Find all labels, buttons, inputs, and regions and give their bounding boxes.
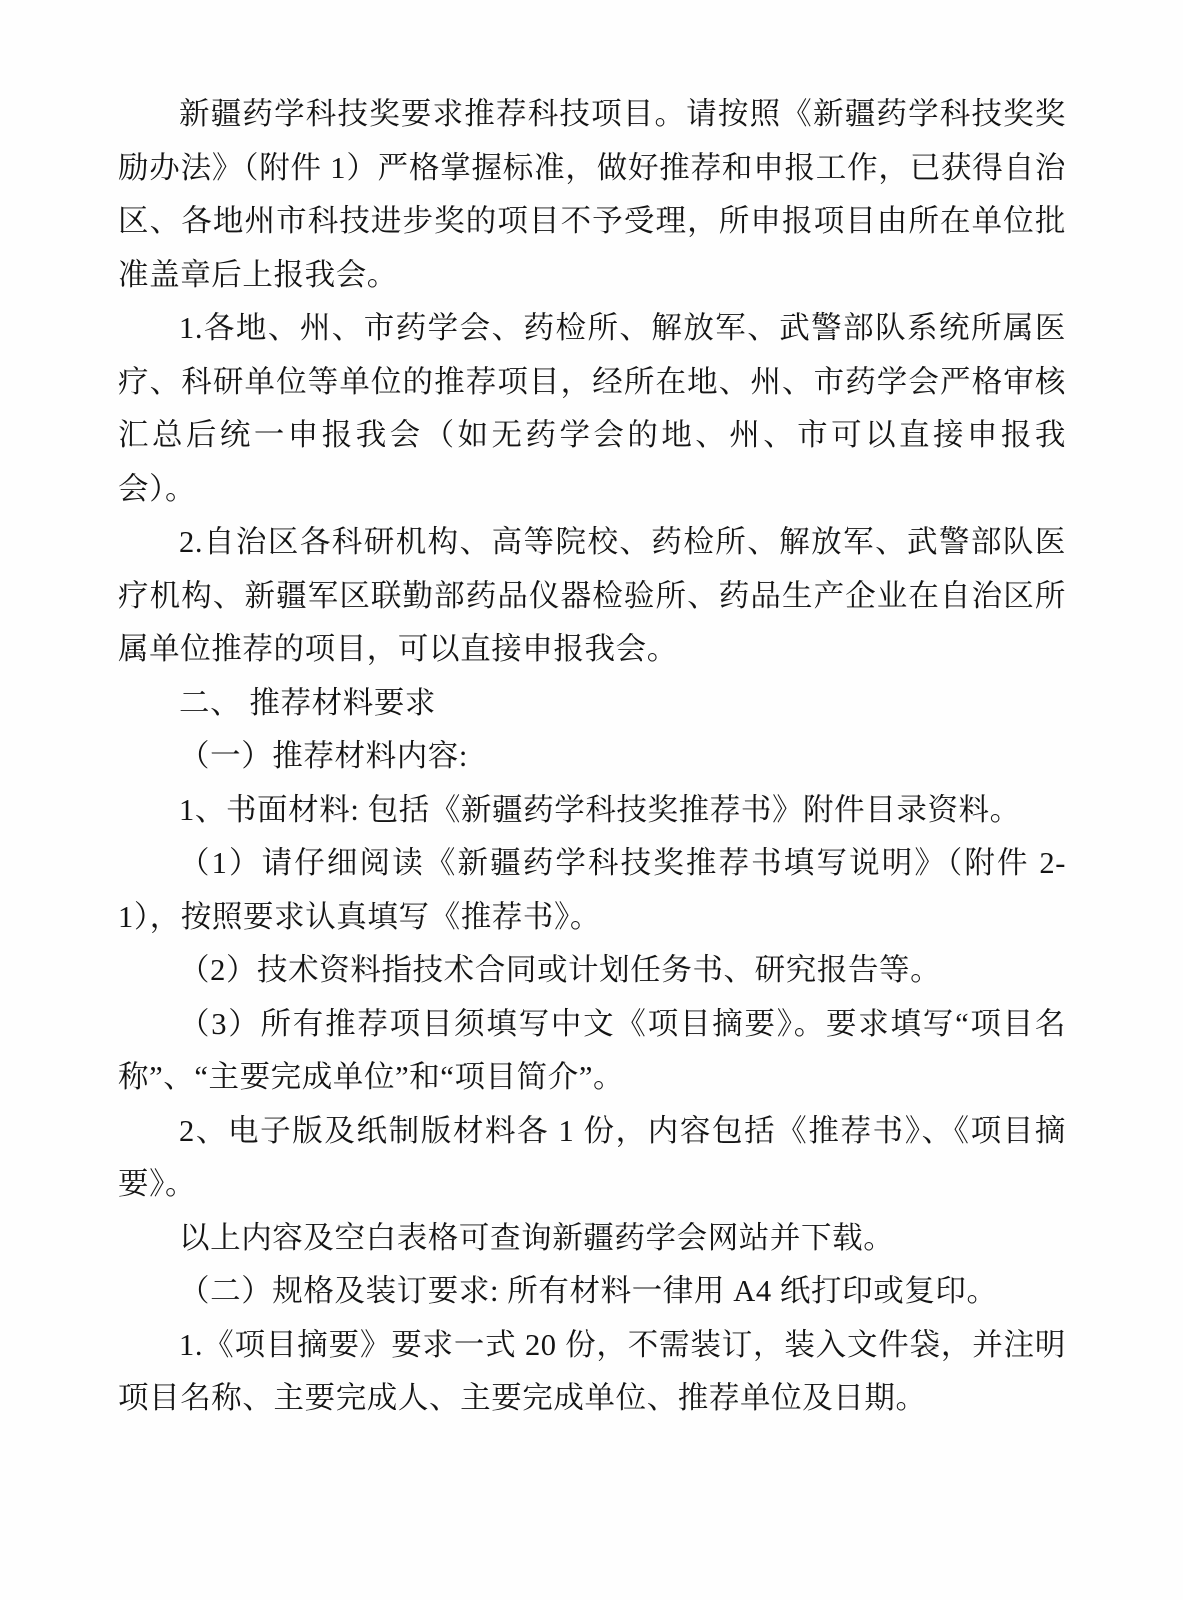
paragraph-item-1-1: （1）请仔细阅读《新疆药学科技奖推荐书填写说明》（附件 2-1），按照要求认真填写《推荐书》。 <box>118 846 1066 934</box>
section-heading-two: 二、 推荐材料要求 <box>179 685 437 720</box>
paragraph-written-materials: 1、书面材料: 包括《新疆药学科技奖推荐书》附件目录资料。 <box>179 792 1021 827</box>
paragraph-subsection-one: （一）推荐材料内容: <box>179 739 468 773</box>
paragraph-item-1: 1.各地、州、市药学会、药检所、解放军、武警部队系统所属医疗、科研单位等单位的推荐项目，经所在地、州、市药学会严格审核汇总后统一申报我会（如无药学会的地、州、市可以直接申报我会）。 <box>118 311 1066 506</box>
paragraph-download-note: 以上内容及空白表格可查询新疆药学会网站并下载。 <box>179 1220 895 1255</box>
paragraph-item-2: 2.自治区各科研机构、高等院校、药检所、解放军、武警部队医疗机构、新疆军区联勤部药品仪器检验所、药品生产企业在自治区所属单位推荐的项目，可以直接申报我会。 <box>118 525 1066 666</box>
paragraph-item-1-3: （3）所有推荐项目须填写中文《项目摘要》。要求填写“项目名称”、“主要完成单位”和“项目简介”。 <box>118 1006 1066 1094</box>
paragraph-binding-requirement: 1.《项目摘要》要求一式 20 份，不需装订，装入文件袋，并注明项目名称、主要完成人、主要完成单位、推荐单位及日期。 <box>118 1327 1066 1415</box>
document-body <box>118 88 1066 1426</box>
paragraph-item-1-2: （2）技术资料指技术合同或计划任务书、研究报告等。 <box>179 953 942 987</box>
paragraph-electronic-paper-copies: 2、电子版及纸制版材料各 1 份，内容包括《推荐书》、《项目摘要》。 <box>118 1113 1066 1201</box>
paragraph-intro: 新疆药学科技奖要求推荐科技项目。请按照《新疆药学科技奖奖励办法》（附件 1）严格掌握标准，做好推荐和申报工作，已获得自治区、各地州市科技进步奖的项目不予受理，所申报项目由所在单位批准盖章后上报我会。 <box>118 97 1066 292</box>
paragraph-subsection-two: （二）规格及装订要求: 所有材料一律用 A4 纸打印或复印。 <box>179 1274 998 1308</box>
